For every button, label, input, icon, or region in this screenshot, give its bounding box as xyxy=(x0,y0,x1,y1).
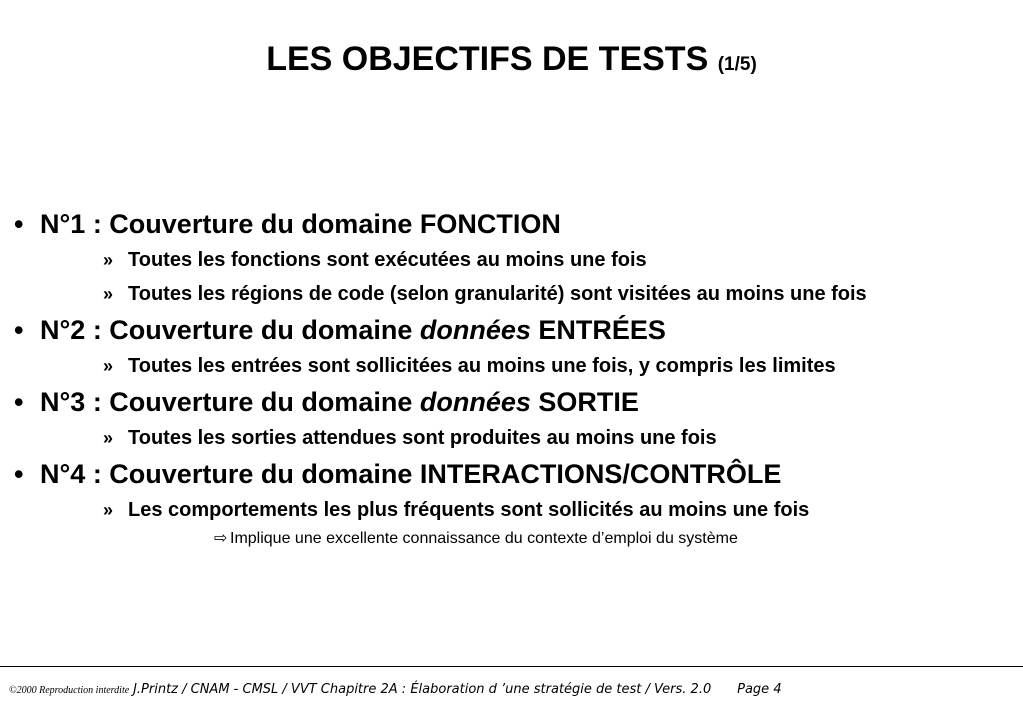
objective-2-italic: données xyxy=(419,315,531,345)
objective-2-detail-1-text: Toutes les entrées sont sollicitées au moins une fois, y compris les limites xyxy=(128,355,836,377)
objective-3-detail-1-text: Toutes les sorties attendues sont produites au moins une fois xyxy=(128,427,717,449)
objective-1-detail-1 xyxy=(14,243,1019,277)
slide-footer xyxy=(9,680,782,697)
sub-bullet-icon: » xyxy=(103,250,114,270)
objective-1-text: N°1 : Couverture du domaine FONCTION xyxy=(40,209,561,239)
slide-title-main: LES OBJECTIFS DE TESTS xyxy=(266,40,709,78)
footer-divider xyxy=(0,666,1023,667)
slide-title-page-indicator: (1/5) xyxy=(717,54,757,75)
objective-3-italic: données xyxy=(419,387,531,417)
objective-2-prefix: N°2 : Couverture du domaine xyxy=(40,315,420,345)
objective-3 xyxy=(14,383,1019,421)
sub-bullet-icon: » xyxy=(103,356,114,376)
bullet-icon: • xyxy=(14,459,24,489)
objective-2-suffix: ENTRÉES xyxy=(530,315,666,345)
slide-content xyxy=(14,205,1019,551)
objective-2 xyxy=(14,311,1019,349)
objective-4-note-text: Implique une excellente connaissance du contexte d’emploi du système xyxy=(230,530,738,547)
objective-1-detail-2 xyxy=(14,277,1019,311)
arrow-right-icon: ⇨ xyxy=(214,530,228,547)
objective-1-detail-2-text: Toutes les régions de code (selon granularité) sont visitées au moins une fois xyxy=(128,283,867,305)
footer-page-number: Page 4 xyxy=(737,682,782,697)
sub-bullet-icon: » xyxy=(103,428,114,448)
objective-1-detail-1-text: Toutes les fonctions sont exécutées au moins une fois xyxy=(128,249,647,271)
bullet-icon: • xyxy=(14,387,24,417)
objective-3-suffix: SORTIE xyxy=(530,387,639,417)
footer-copyright: ©2000 Reproduction interdite xyxy=(9,685,130,696)
sub-bullet-icon: » xyxy=(103,500,114,520)
objective-3-detail-1 xyxy=(14,421,1019,455)
objective-4-note xyxy=(14,527,1019,551)
bullet-icon: • xyxy=(14,209,24,239)
objective-4-detail-1 xyxy=(14,493,1019,527)
slide-title xyxy=(0,40,1023,79)
footer-text: J.Printz / CNAM - CMSL / VVT Chapitre 2A : Élaboration d ’une stratégie de test / Vers. 2.0 xyxy=(133,682,712,697)
objective-4-detail-1-text: Les comportements les plus fréquents sont sollicités au moins une fois xyxy=(128,499,810,521)
bullet-icon: • xyxy=(14,315,24,345)
objective-1 xyxy=(14,205,1019,243)
objective-4-text: N°4 : Couverture du domaine INTERACTIONS/CONTRÔLE xyxy=(40,459,782,489)
objective-3-prefix: N°3 : Couverture du domaine xyxy=(40,387,420,417)
objective-2-detail-1 xyxy=(14,349,1019,383)
objective-4 xyxy=(14,455,1019,493)
sub-bullet-icon: » xyxy=(103,284,114,304)
